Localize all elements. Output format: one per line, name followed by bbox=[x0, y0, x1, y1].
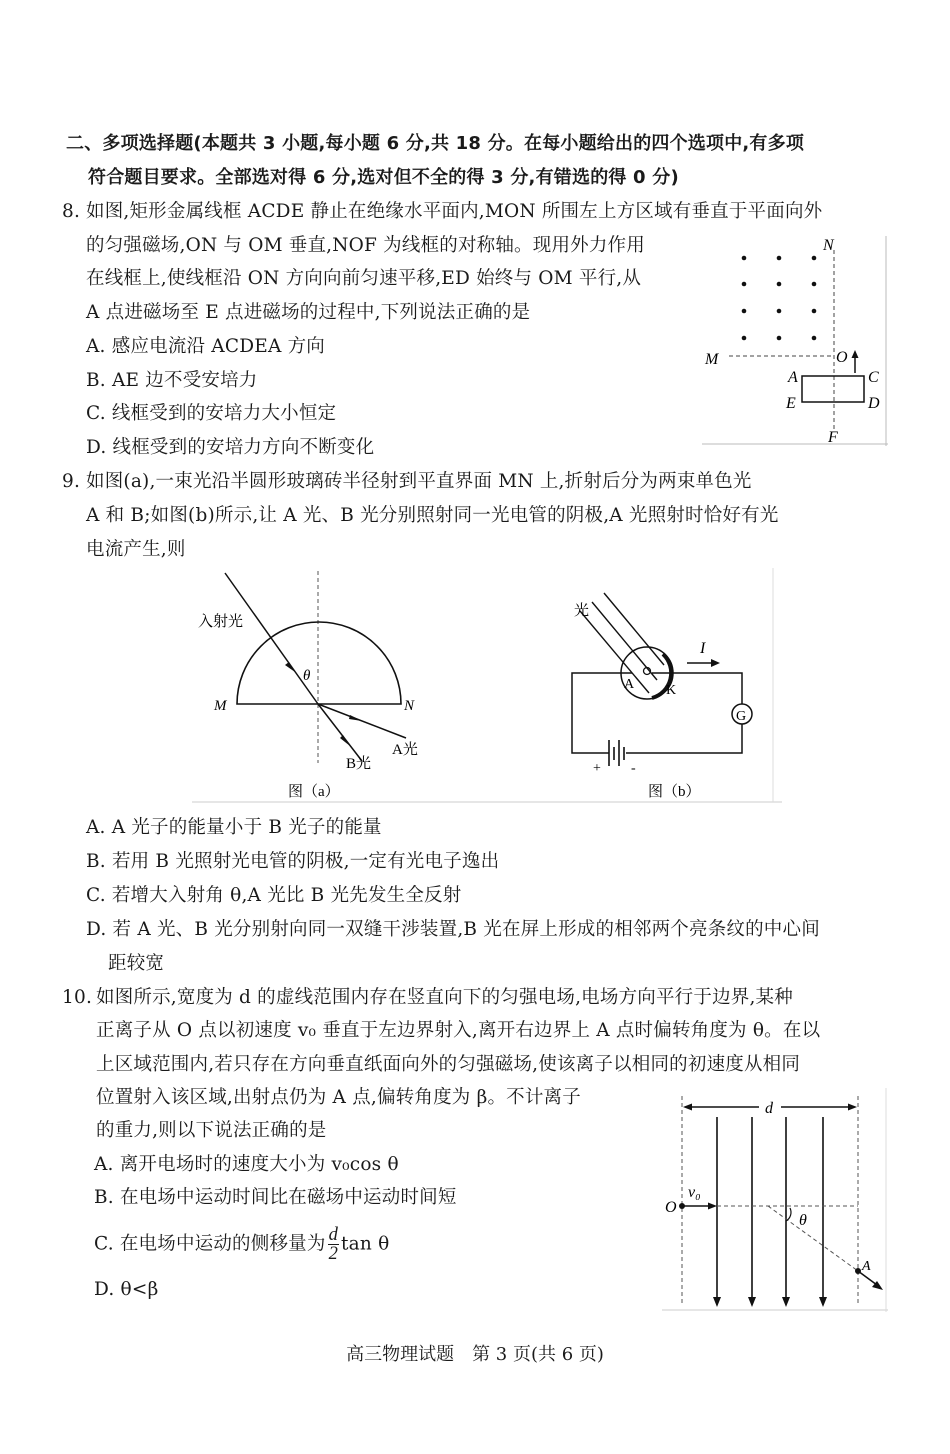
option-b[interactable]: B. AE 边不受安培力 bbox=[86, 370, 258, 391]
label-n: N bbox=[404, 698, 415, 714]
figure-electric-field-deflection bbox=[662, 1088, 888, 1312]
option-c-suffix: tan θ bbox=[341, 1233, 390, 1255]
question-stem: 如图(a),一束光沿半圆形玻璃砖半径射到平直界面 MN 上,折射后分为两束单色光 bbox=[86, 471, 752, 492]
option-b[interactable]: B. 在电场中运动时间比在磁场中运动时间短 bbox=[94, 1187, 457, 1208]
option-c-prefix: C. 在电场中运动的侧移量为 bbox=[94, 1233, 326, 1255]
incident-light-label: 入射光 bbox=[198, 614, 244, 630]
question-stem: A 和 B;如图(b)所示,让 A 光、B 光分别照射同一光电管的阴极,A 光照射时恰好有光 bbox=[86, 505, 779, 526]
label-f: F bbox=[828, 429, 838, 446]
anode-label: A bbox=[624, 677, 635, 692]
option-d[interactable]: D. 若 A 光、B 光分别射向同一双缝干涉装置,B 光在屏上形成的相邻两个亮条纹的中心间 bbox=[86, 919, 820, 940]
question-stem: 正离子从 O 点以初速度 v₀ 垂直于左边界射入,离开右边界上 A 点时偏转角度为 θ。在以 bbox=[96, 1020, 821, 1041]
label-a: A bbox=[862, 1259, 871, 1274]
question-stem: 如图所示,宽度为 d 的虚线范围内存在竖直向下的匀强电场,电场方向平行于边界,某种 bbox=[96, 987, 793, 1008]
option-b[interactable]: B. 若用 B 光照射光电管的阴极,一定有光电子逸出 bbox=[86, 851, 500, 872]
question-stem: A 点进磁场至 E 点进磁场的过程中,下列说法正确的是 bbox=[86, 302, 531, 323]
label-o: O bbox=[665, 1199, 677, 1216]
question-stem: 的匀强磁场,ON 与 OM 垂直,NOF 为线框的对称轴。现用外力作用 bbox=[86, 235, 645, 256]
galvanometer-label: G bbox=[736, 709, 747, 724]
question-stem: 如图,矩形金属线框 ACDE 静止在绝缘水平面内,MON 所围左上方区域有垂直于平面向外 bbox=[86, 201, 823, 222]
question-stem: 上区域范围内,若只存在方向垂直纸面向外的匀强磁场,使该离子以相同的初速度从相同 bbox=[96, 1054, 801, 1075]
theta-label: θ bbox=[303, 668, 311, 684]
battery-icon bbox=[609, 740, 624, 766]
label-e: E bbox=[786, 395, 796, 412]
label-a: A bbox=[788, 369, 798, 386]
question-stem: 在线框上,使线框沿 ON 方向向前匀速平移,ED 始终与 OM 平行,从 bbox=[86, 268, 642, 289]
figure-magnetic-field-frame bbox=[702, 236, 888, 446]
caption-a: 图（a） bbox=[288, 784, 340, 800]
light-label: 光 bbox=[574, 603, 590, 619]
cathode-label: K bbox=[666, 683, 677, 698]
option-d[interactable]: D. θ<β bbox=[94, 1279, 159, 1300]
label-m: M bbox=[705, 351, 719, 368]
option-c[interactable]: C. 若增大入射角 θ,A 光比 B 光先发生全反射 bbox=[86, 885, 462, 906]
label-n: N bbox=[823, 237, 834, 254]
label-d: D bbox=[868, 395, 880, 412]
label-v0: v₀ bbox=[688, 1184, 701, 1201]
page-footer: 高三物理试题 第 3 页(共 6 页) bbox=[346, 1344, 604, 1365]
question-stem: 电流产生,则 bbox=[86, 539, 186, 560]
plus-label: + bbox=[593, 761, 601, 776]
question-stem: 的重力,则以下说法正确的是 bbox=[96, 1120, 327, 1141]
option-a[interactable]: A. 离开电场时的速度大小为 v₀cos θ bbox=[94, 1154, 399, 1175]
option-c[interactable]: C. 线框受到的安培力大小恒定 bbox=[86, 403, 337, 424]
question-number: 9. bbox=[62, 471, 81, 492]
question-number: 8. bbox=[62, 201, 81, 222]
option-d-continued: 距较宽 bbox=[108, 953, 165, 974]
option-a[interactable]: A. 感应电流沿 ACDEA 方向 bbox=[86, 336, 325, 357]
option-d[interactable]: D. 线框受到的安培力方向不断变化 bbox=[86, 437, 375, 458]
question-number: 10. bbox=[62, 987, 93, 1008]
caption-b: 图（b） bbox=[648, 784, 701, 800]
fraction-d-over-2: $\frac{d}{2}$ bbox=[328, 1225, 339, 1264]
current-label: I bbox=[700, 640, 706, 657]
minus-label: - bbox=[631, 761, 636, 776]
section-title-line1: 二、多项选择题(本题共 3 小题,每小题 6 分,共 18 分。在每小题给出的四个选项中,有多项 bbox=[66, 133, 805, 154]
figure-semicircle-refraction bbox=[192, 568, 492, 804]
theta-label: θ bbox=[799, 1212, 807, 1229]
label-o: O bbox=[836, 349, 848, 366]
a-light-label: A光 bbox=[392, 742, 418, 758]
figure-phototube-circuit bbox=[492, 568, 782, 804]
field-lines bbox=[717, 1117, 823, 1302]
option-a[interactable]: A. A 光子的能量小于 B 光子的能量 bbox=[86, 817, 382, 838]
label-m: M bbox=[214, 698, 227, 714]
width-label-d: d bbox=[765, 1100, 773, 1117]
option-c[interactable] bbox=[94, 1226, 389, 1263]
question-stem: 位置射入该区域,出射点仍为 A 点,偏转角度为 β。不计离子 bbox=[96, 1087, 581, 1108]
b-light-label: B光 bbox=[346, 756, 372, 772]
label-c: C bbox=[868, 369, 879, 386]
field-dots bbox=[742, 256, 817, 341]
section-title-line2: 符合题目要求。全部选对得 6 分,选对但不全的得 3 分,有错选的得 0 分) bbox=[88, 167, 679, 188]
